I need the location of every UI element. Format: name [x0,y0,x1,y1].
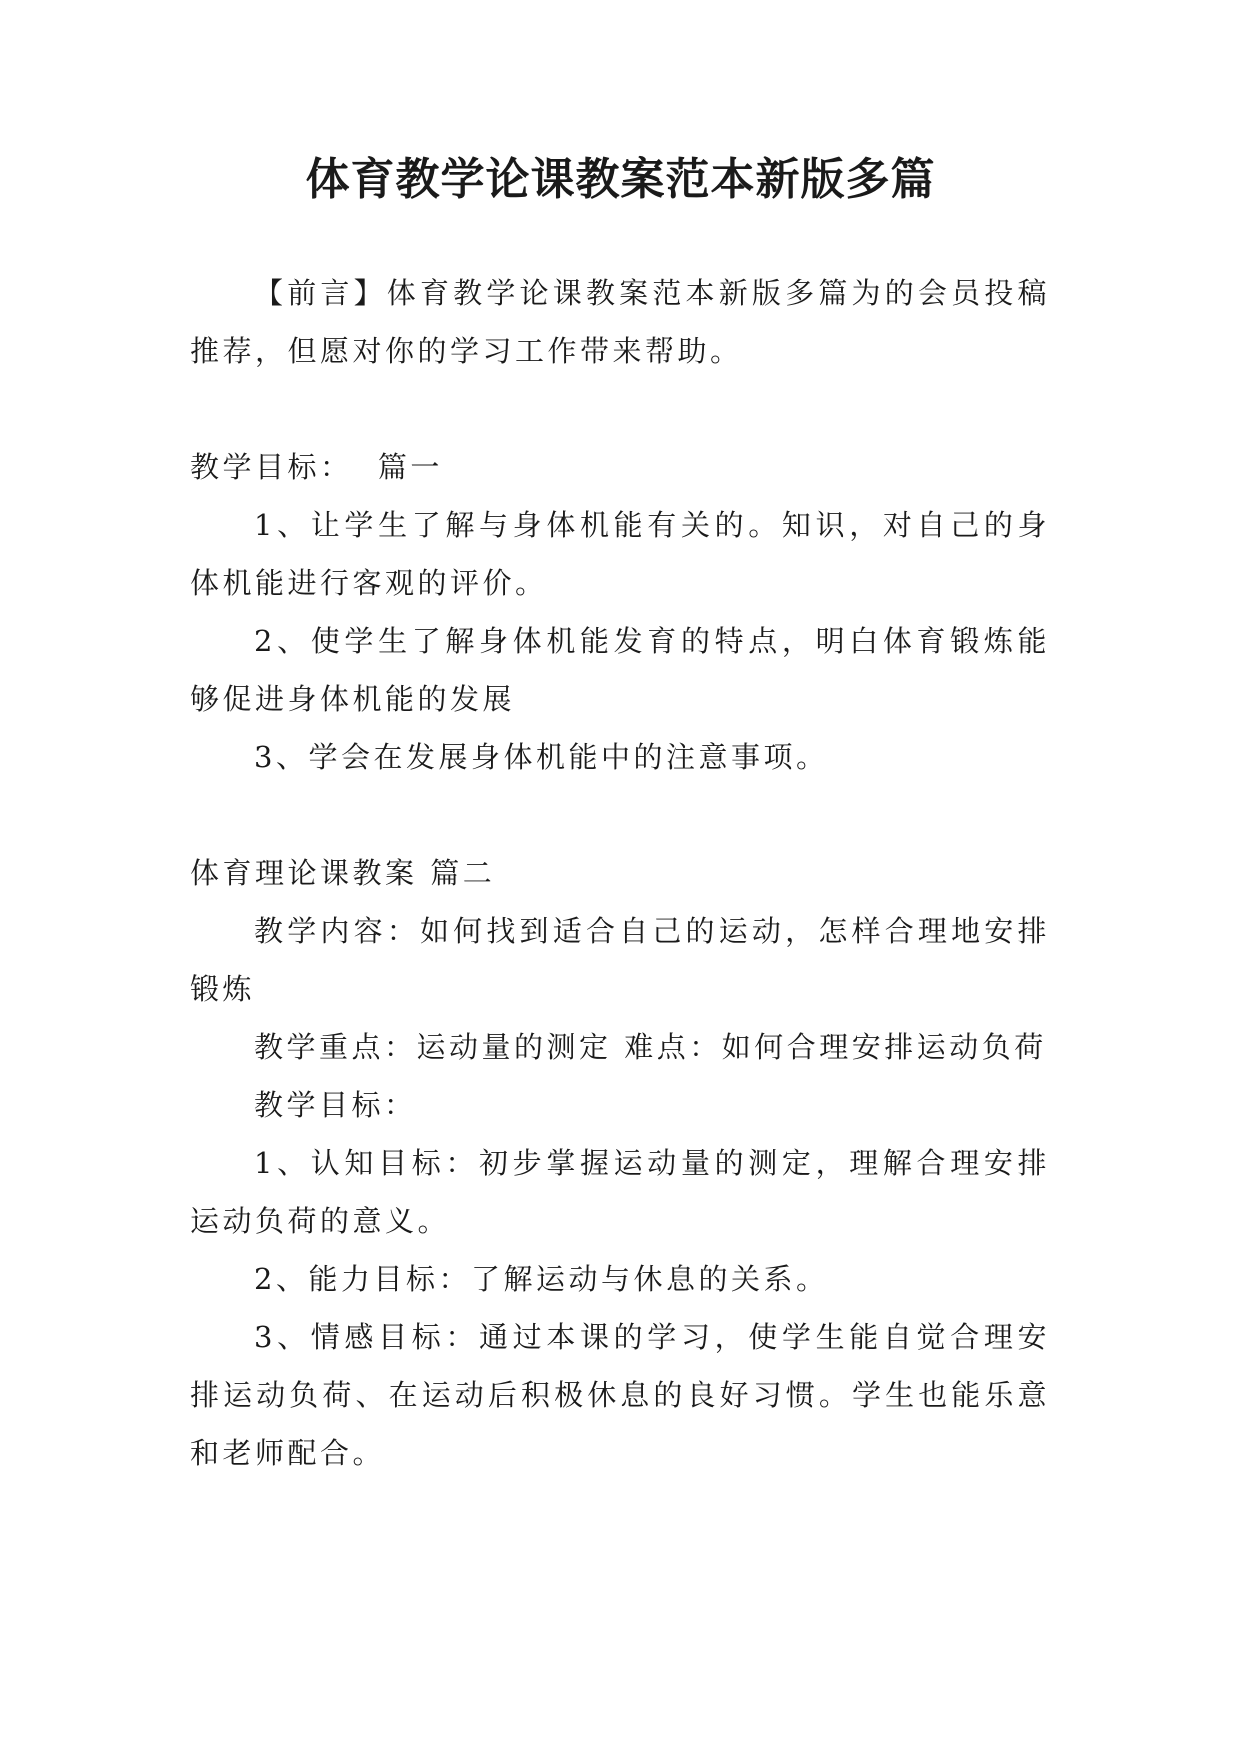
section-1-item-2: 2、使学生了解身体机能发育的特点，明白体育锻炼能够促进身体机能的发展 [190,624,1050,716]
section-2-goal-3: 3、情感目标：通过本课的学习，使学生能自觉合理安排运动负荷、在运动后积极休息的良好习惯。学生也能乐意和老师配合。 [190,1320,1050,1470]
section-1-item-3: 3、学会在发展身体机能中的注意事项。 [254,740,829,774]
section-2-heading: 体育理论课教案 篇二 [190,856,496,890]
section-1-item-1: 1、让学生了解与身体机能有关的。知识，对自己的身体机能进行客观的评价。 [190,508,1050,600]
section-2-goal-1: 1、认知目标：初步掌握运动量的测定，理解合理安排运动负荷的意义。 [190,1146,1050,1238]
section-2-goal-2: 2、能力目标：了解运动与休息的关系。 [254,1262,829,1296]
preface-paragraph: 【前言】体育教学论课教案范本新版多篇为的会员投稿推荐，但愿对你的学习工作带来帮助。 [190,276,1050,368]
section-2-focus: 教学重点：运动量的测定 难点：如何合理安排运动负荷 [254,1030,1047,1064]
document-title: 体育教学论课教案范本新版多篇 [305,154,936,205]
section-2-goals-label: 教学目标： [254,1088,417,1122]
section-1-heading: 教学目标： 篇一 [190,450,443,484]
section-2-content: 教学内容：如何找到适合自己的运动，怎样合理地安排锻炼 [190,914,1050,1006]
document-body [190,264,1050,1482]
